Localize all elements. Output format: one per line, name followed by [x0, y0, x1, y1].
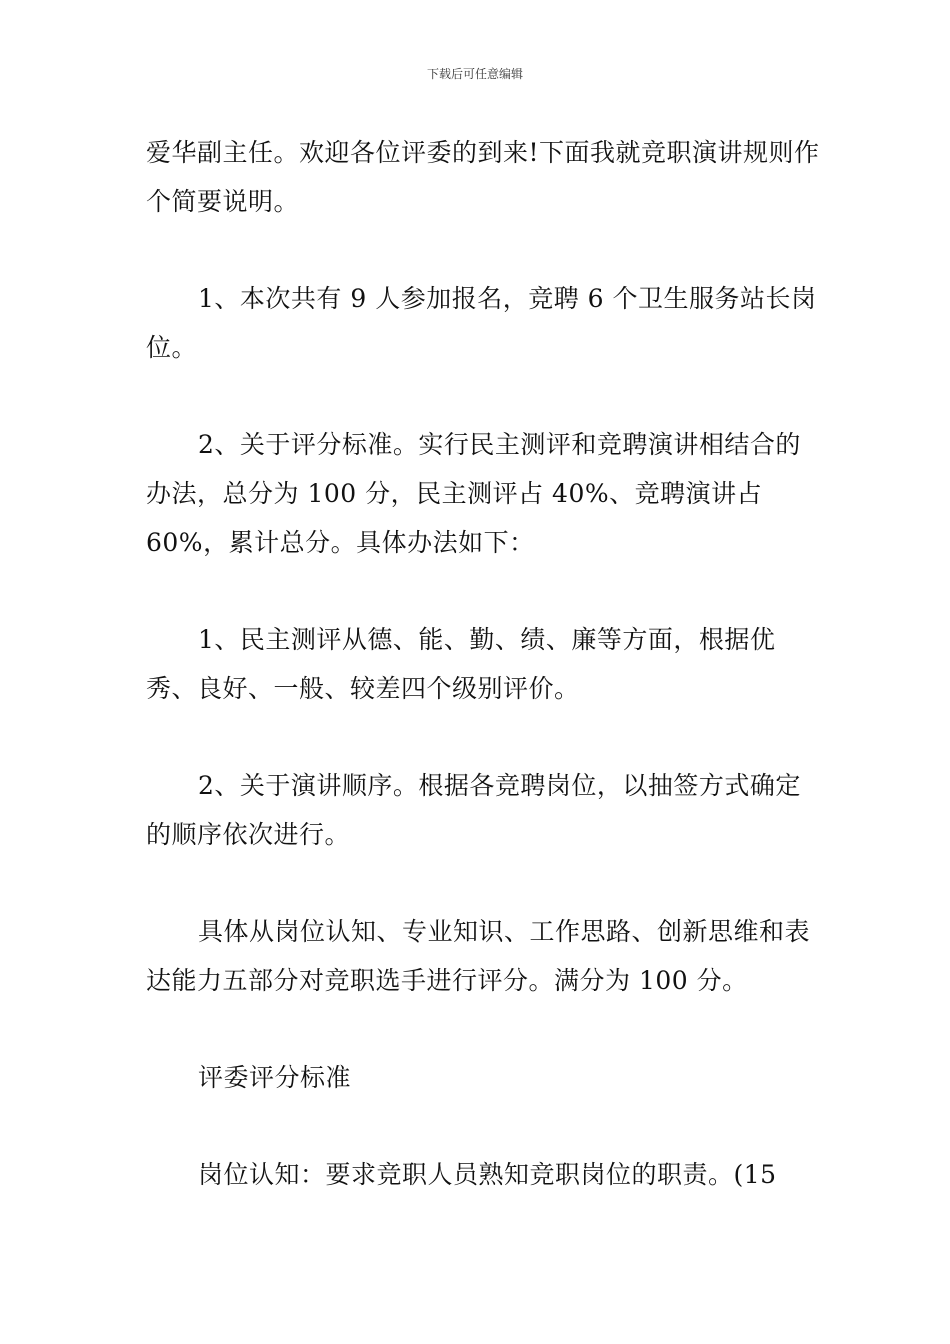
paragraph-scoring-parts: 具体从岗位认知、专业知识、工作思路、创新思维和表达能力五部分对竞职选手进行评分。满分为 100 分。 — [146, 917, 811, 995]
paragraph-rule-2-scoring: 2、关于评分标准。实行民主测评和竞聘演讲相结合的办法，总分为 100 分，民主测评占 40%、竞聘演讲占 60%，累计总分。具体办法如下： — [146, 430, 801, 557]
paragraph-rule-1-registration: 1、本次共有 9 人参加报名，竞聘 6 个卫生服务站长岗位。 — [146, 284, 817, 362]
paragraph-speech-order: 2、关于演讲顺序。根据各竞聘岗位，以抽签方式确定的顺序依次进行。 — [146, 771, 801, 849]
paragraph-judge-criteria-heading: 评委评分标准 — [198, 1063, 352, 1092]
document-body — [146, 128, 826, 1199]
paragraph-democratic-evaluation: 1、民主测评从德、能、勤、绩、廉等方面，根据优秀、良好、一般、较差四个级别评价。 — [146, 625, 776, 703]
page-header: 下载后可任意编辑 — [426, 67, 523, 81]
paragraph-greeting: 爱华副主任。欢迎各位评委的到来!下面我就竞职演讲规则作个简要说明。 — [146, 138, 820, 216]
paragraph-position-cognition: 岗位认知：要求竞职人员熟知竞职岗位的职责。(15 — [198, 1160, 777, 1189]
